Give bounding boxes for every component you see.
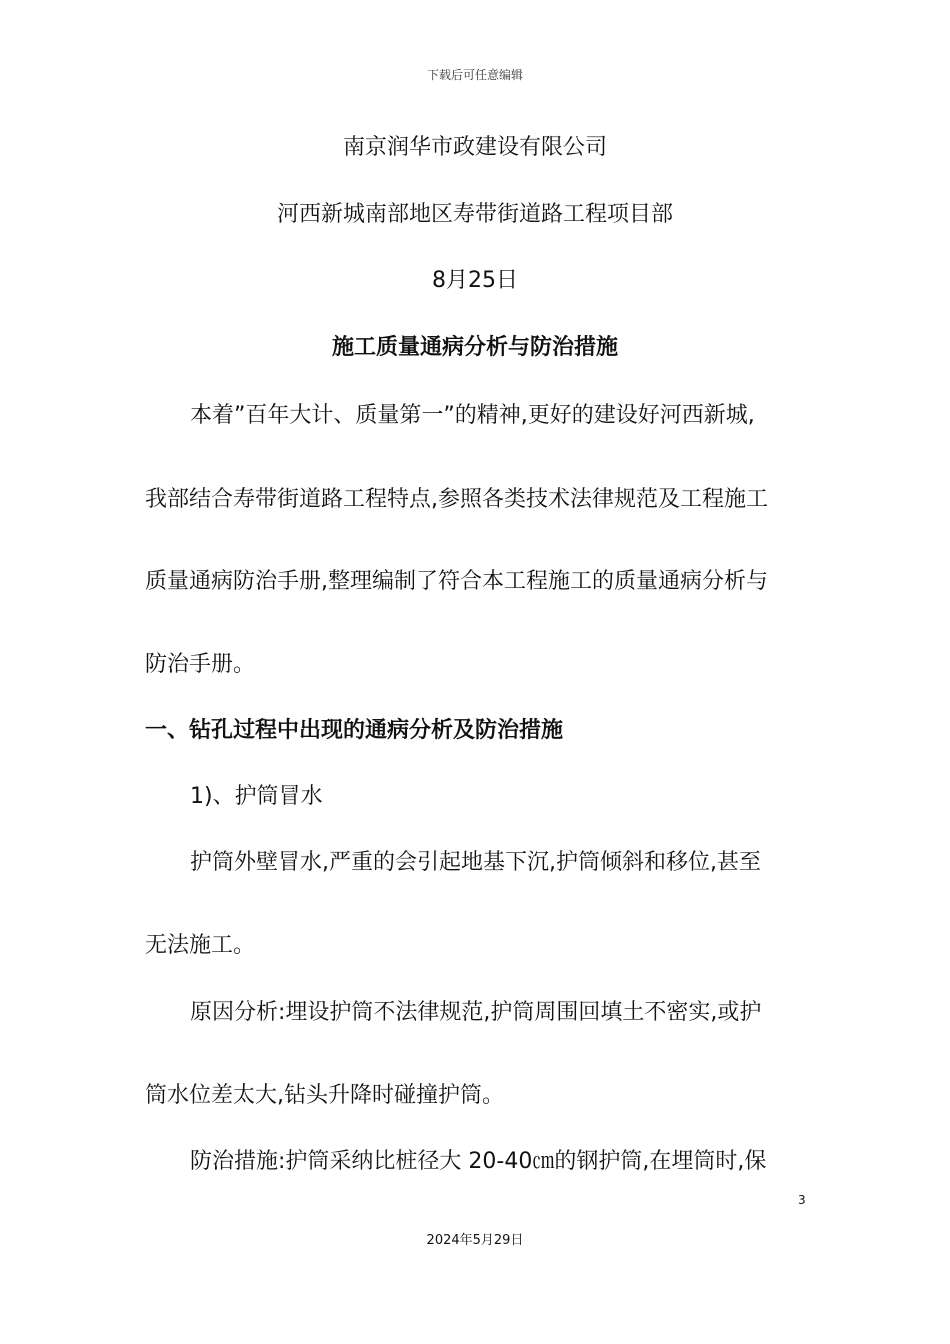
intro-line-4: 防治手册。 xyxy=(145,652,256,677)
section-heading: 一、钻孔过程中出现的通病分析及防治措施 xyxy=(145,718,564,743)
subsection-heading: 1)、护筒冒水 xyxy=(190,784,323,809)
cause-line-1: 原因分析:埋设护筒不法律规范,护筒周围回填土不密实,或护 xyxy=(190,1000,762,1025)
document-title: 施工质量通病分析与防治措施 xyxy=(331,335,618,360)
footer-date: 2024年5月29日 xyxy=(426,1233,524,1248)
company-name: 南京润华市政建设有限公司 xyxy=(342,135,607,160)
project-department: 河西新城南部地区寿带街道路工程项目部 xyxy=(276,202,673,227)
desc-line-1: 护筒外壁冒水,严重的会引起地基下沉,护筒倾斜和移位,甚至 xyxy=(190,850,761,875)
measure-line-1: 防治措施:护筒采纳比桩径大 20-40㎝的钢护筒,在埋筒时,保 xyxy=(190,1149,767,1174)
intro-line-3: 质量通病防治手册,整理编制了符合本工程施工的质量通病分析与 xyxy=(145,569,768,594)
letter-date: 8月25日 xyxy=(432,268,518,293)
page-number: 3 xyxy=(798,1193,806,1207)
header-note: 下载后可任意编辑 xyxy=(426,68,523,82)
cause-line-2: 筒水位差太大,钻头升降时碰撞护筒。 xyxy=(145,1083,504,1108)
desc-line-2: 无法施工。 xyxy=(145,933,256,958)
intro-line-1: 本着”百年大计、质量第一”的精神,更好的建设好河西新城, xyxy=(190,403,755,428)
intro-line-2: 我部结合寿带街道路工程特点,参照各类技术法律规范及工程施工 xyxy=(145,487,768,512)
